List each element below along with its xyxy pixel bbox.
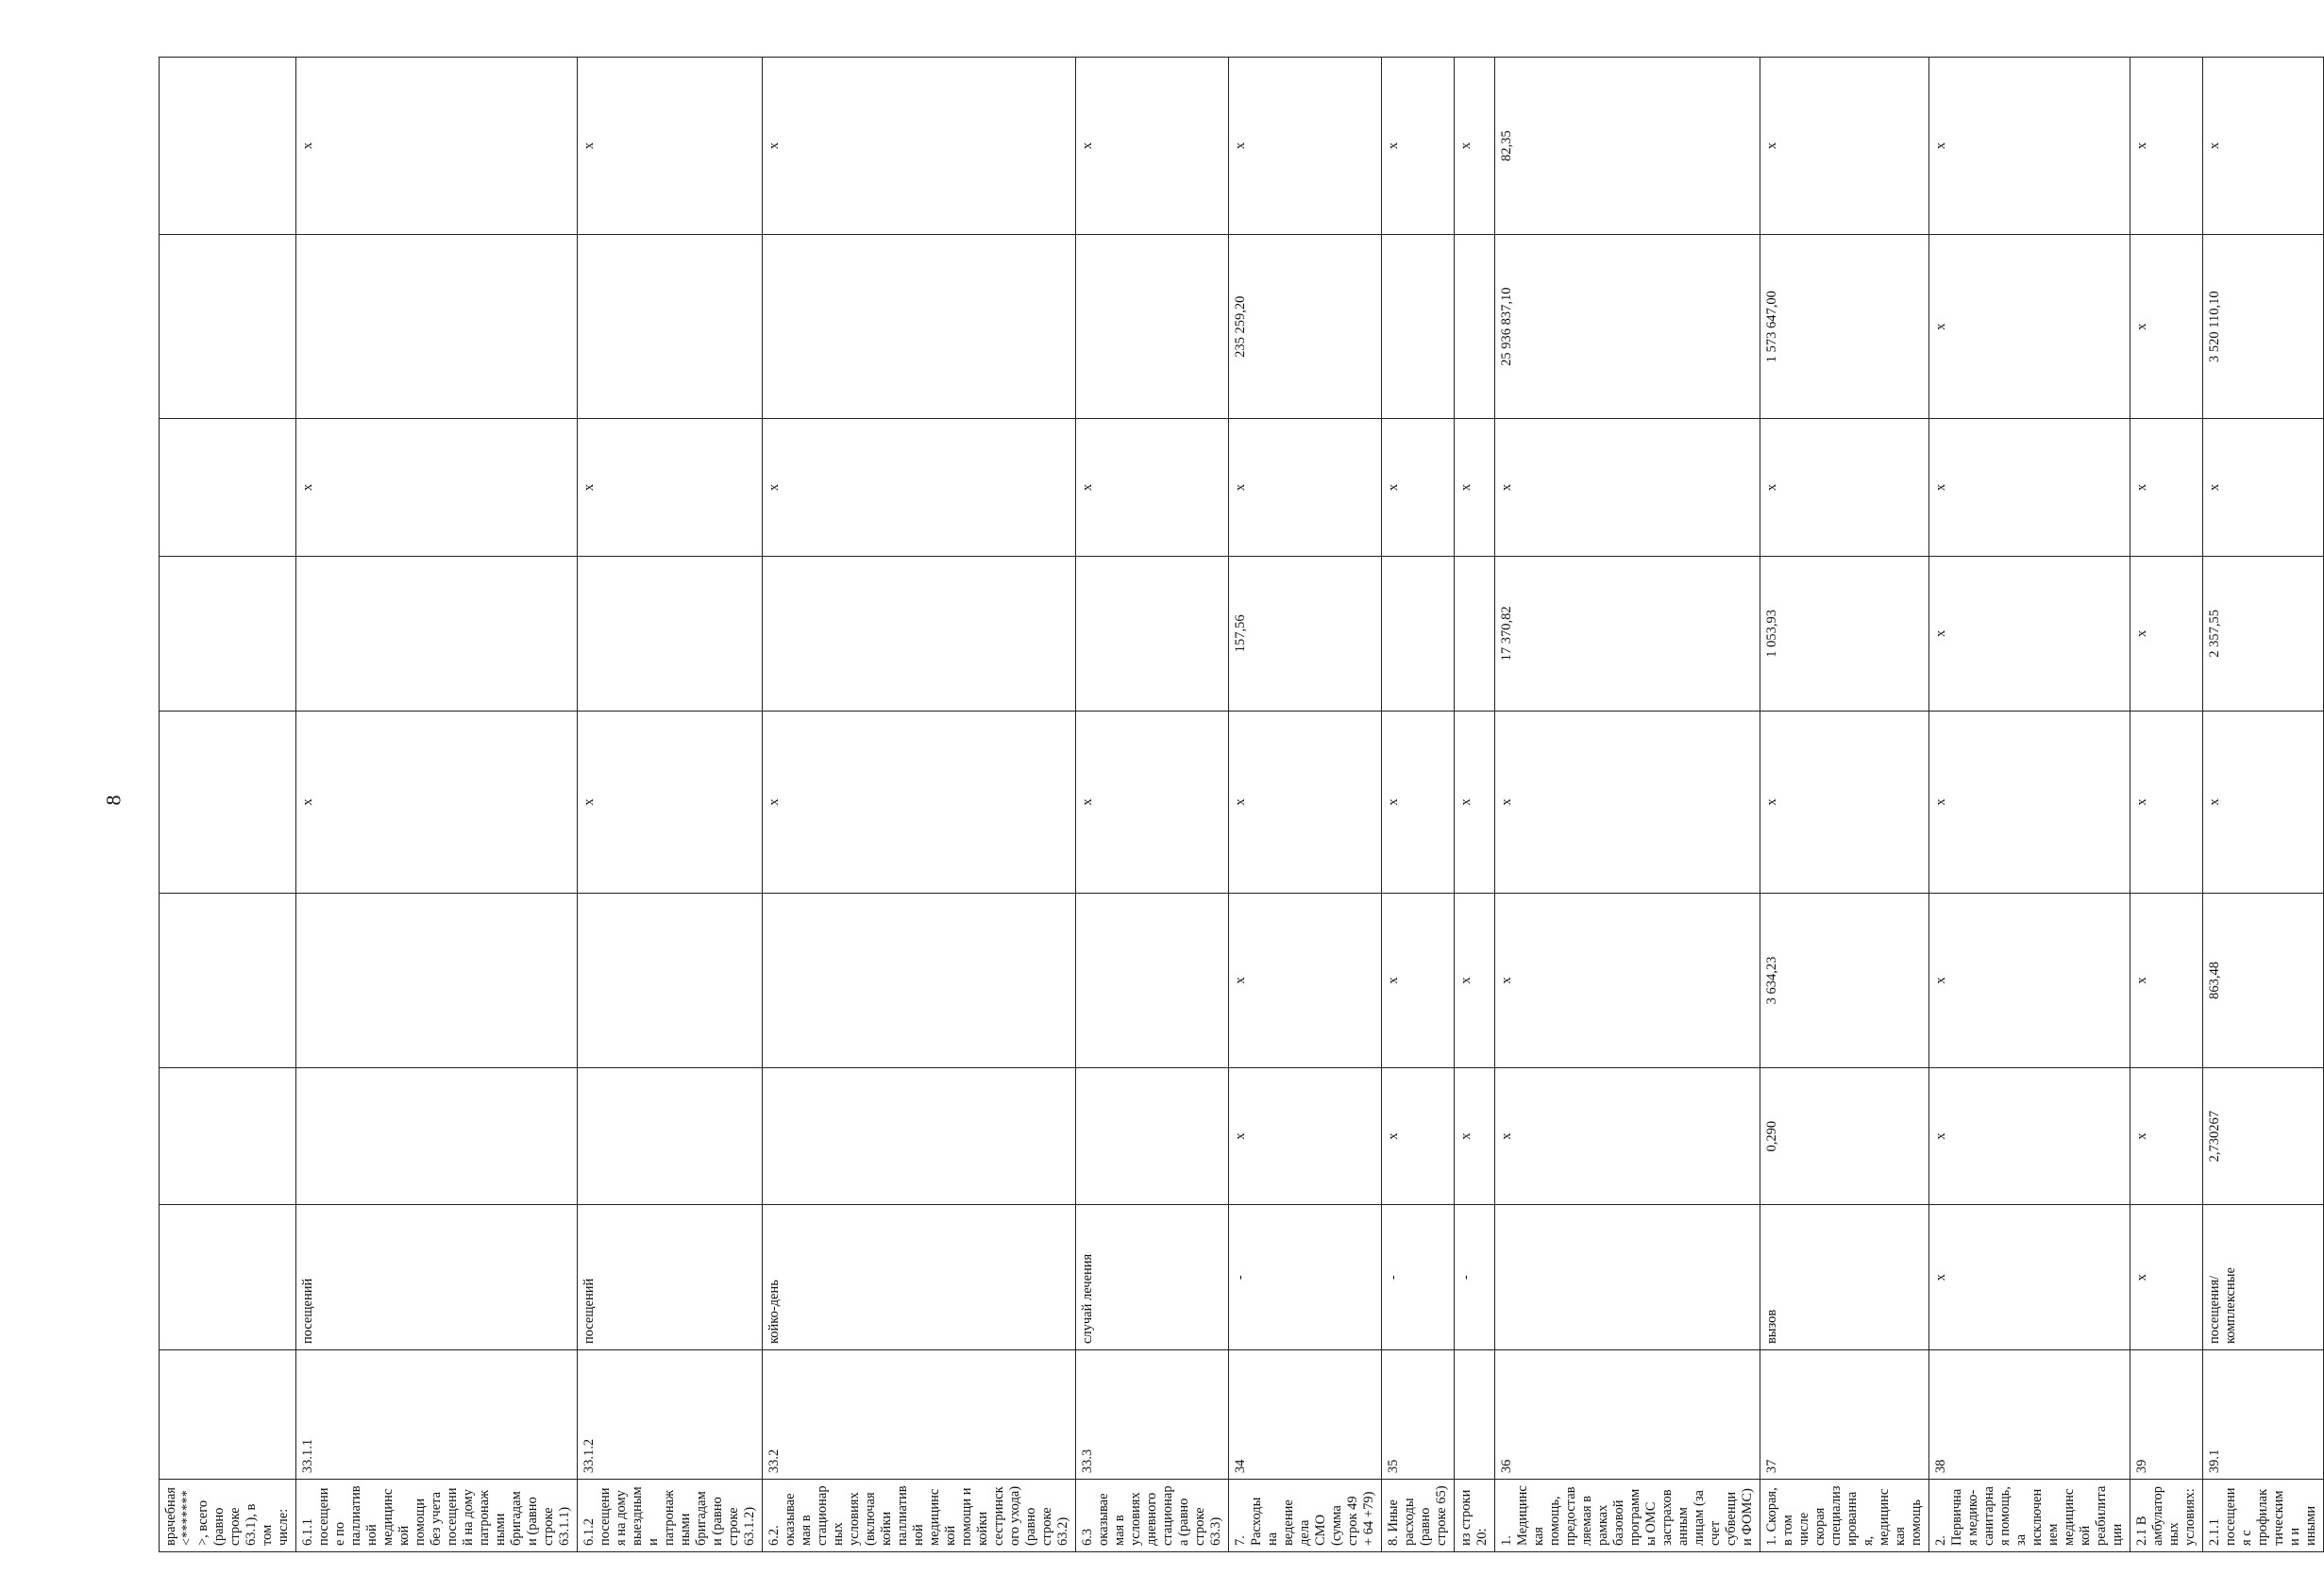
cell-c7: х [1760,58,1929,235]
cell-name: 2.1.1 посещения с профилактическими и иными [2203,1480,2324,1552]
cell-unit: случай лечения [1076,1205,1229,1350]
cell-c6 [763,235,1076,419]
cell-c4: 2 357,55 [2203,556,2324,711]
cell-c1 [578,1067,763,1204]
cell-c7 [160,58,296,235]
cell-c6: 3 520 110,10 [2203,235,2324,419]
cell-c4: 157,56 [1229,556,1382,711]
cell-c1: х [1455,1067,1495,1204]
cell-name: 6.3 оказываемая в условиях дневного стационара (равно строке 63.3) [1076,1480,1229,1552]
cell-c4 [1455,556,1495,711]
cell-unit: посещений [578,1205,763,1350]
cell-unit: х [1929,1205,2130,1350]
cell-c2: х [1495,894,1760,1068]
cell-c1 [1076,1067,1229,1204]
cell-unit [160,1205,296,1350]
cell-c4: х [1929,556,2130,711]
cell-c6: 25 936 837,10 [1495,235,1760,419]
cell-code: 39.1 [2203,1350,2324,1480]
cell-c3: х [1760,711,1929,893]
cell-name: 7. Расходы на ведение дела СМО (сумма строк 49 + 64 +79) [1229,1480,1382,1552]
cell-name: врачебная<*******>, всего (равно строке 63.1), в том числе: [160,1480,296,1552]
table-row [578,58,763,1552]
cell-c5: х [1760,419,1929,556]
cell-code [160,1350,296,1480]
cell-c4: 17 370,82 [1495,556,1760,711]
table-row [1382,58,1455,1552]
cell-c1: х [1229,1067,1382,1204]
cell-code: 38 [1929,1350,2130,1480]
table-row [160,58,296,1552]
cell-c4 [763,556,1076,711]
cell-code: 36 [1495,1350,1760,1480]
cell-c2 [763,894,1076,1068]
cell-c7: х [1382,58,1455,235]
cell-unit: вызов [1760,1205,1929,1350]
cell-c2: х [2130,894,2203,1068]
cell-name: 6.1.1 посещение по паллиативной медицинской помощи без учета посещений на дому патронажными бригадами (равно строке 63.1.1) [296,1480,578,1552]
cell-unit: - [1229,1205,1382,1350]
cell-c7: х [1455,58,1495,235]
cell-c3 [160,711,296,893]
cell-c2: 863,48 [2203,894,2324,1068]
cell-c5 [160,419,296,556]
cell-c6: х [1929,235,2130,419]
cell-c6: 1 573 647,00 [1760,235,1929,419]
rotated-table-container [159,57,2318,1552]
cell-c7: х [1929,58,2130,235]
cell-name: 2. Первичная медико-санитарная помощь, за исключением медицинской реабилитации [1929,1480,2130,1552]
cell-c7: х [578,58,763,235]
cell-c7: х [2203,58,2324,235]
table-row [1076,58,1229,1552]
cell-c5: х [578,419,763,556]
cell-code: 34 [1229,1350,1382,1480]
cell-c3: х [1455,711,1495,893]
cell-c2 [296,894,578,1068]
cell-c2: х [1929,894,2130,1068]
cell-c1: х [2130,1067,2203,1204]
cell-c2: х [1455,894,1495,1068]
cell-c3: х [2130,711,2203,893]
table-row [296,58,578,1552]
cell-c3: х [1076,711,1229,893]
financing-table [159,57,2324,1552]
cell-c4 [1382,556,1455,711]
cell-c5: х [296,419,578,556]
cell-unit: посещения/ комплексные [2203,1205,2324,1350]
cell-c6 [1076,235,1229,419]
cell-c3: х [2203,711,2324,893]
cell-c3: х [578,711,763,893]
table-row [763,58,1076,1552]
cell-code: 33.2 [763,1350,1076,1480]
cell-code: 35 [1382,1350,1455,1480]
cell-code: 33.1.1 [296,1350,578,1480]
cell-c1 [763,1067,1076,1204]
cell-code: 37 [1760,1350,1929,1480]
cell-c1 [160,1067,296,1204]
table-row [1229,58,1382,1552]
cell-code: 39 [2130,1350,2203,1480]
cell-c6 [296,235,578,419]
cell-c4 [160,556,296,711]
cell-c4 [1076,556,1229,711]
cell-c6: 235 259,20 [1229,235,1382,419]
cell-c2 [160,894,296,1068]
cell-name: 1. Скорая, в том числе скорая специализированная, медицинская помощь [1760,1480,1929,1552]
cell-name: 1. Медицинская помощь, предоставляемая в рамках базовой программы ОМС застрахованным лицам (за счет субвенции ФОМС) [1495,1480,1760,1552]
cell-c4: х [2130,556,2203,711]
table-row [2130,58,2203,1552]
cell-unit [1495,1205,1760,1350]
cell-c2: х [1382,894,1455,1068]
cell-c2 [578,894,763,1068]
cell-c7: х [1076,58,1229,235]
cell-c1: х [1382,1067,1455,1204]
cell-c2: 3 634,23 [1760,894,1929,1068]
cell-name: 8. Иные расходы (равно строке 65) [1382,1480,1455,1552]
cell-name: 6.2. оказываемая в стационарных условиях (включая койки паллиативной медицинской помощи и койки сестринского ухода) (равно строке 63.2) [763,1480,1076,1552]
table-row [1455,58,1495,1552]
cell-c3: х [1495,711,1760,893]
cell-c6 [160,235,296,419]
table-row [1760,58,1929,1552]
cell-c5: х [2130,419,2203,556]
cell-c6 [1455,235,1495,419]
cell-name: 6.1.2 посещения на дому выездными патронажными бригадами (равно строке 63.1.2) [578,1480,763,1552]
cell-c5: х [1076,419,1229,556]
cell-code [1455,1350,1495,1480]
cell-c7: х [1229,58,1382,235]
cell-code: 33.1.2 [578,1350,763,1480]
cell-c5: х [1382,419,1455,556]
cell-c7: х [763,58,1076,235]
cell-c1: х [1495,1067,1760,1204]
cell-c2 [1076,894,1229,1068]
cell-c7: х [296,58,578,235]
cell-c3: х [296,711,578,893]
cell-c4: 1 053,93 [1760,556,1929,711]
cell-name: из строки 20: [1455,1480,1495,1552]
cell-c1: 2,730267 [2203,1067,2324,1204]
cell-c5: х [1495,419,1760,556]
cell-c1: х [1929,1067,2130,1204]
cell-c5: х [1929,419,2130,556]
page-number: 8 [101,795,126,806]
cell-unit: х [2130,1205,2203,1350]
cell-c1: 0,290 [1760,1067,1929,1204]
cell-c5: х [1229,419,1382,556]
cell-c4 [578,556,763,711]
cell-unit: - [1455,1205,1495,1350]
table-row [1929,58,2130,1552]
cell-c3: х [1929,711,2130,893]
cell-code: 33.3 [1076,1350,1229,1480]
cell-c3: х [1382,711,1455,893]
cell-name: 2.1 В амбулаторных условиях: [2130,1480,2203,1552]
cell-c5: х [1455,419,1495,556]
table-row [1495,58,1760,1552]
cell-c6 [578,235,763,419]
cell-c7: 82,35 [1495,58,1760,235]
cell-unit: койко-день [763,1205,1076,1350]
cell-c5: х [2203,419,2324,556]
cell-c6 [1382,235,1455,419]
table-row [2203,58,2324,1552]
cell-unit: - [1382,1205,1455,1350]
cell-c6: х [2130,235,2203,419]
cell-c3: х [1229,711,1382,893]
cell-c5: х [763,419,1076,556]
cell-unit: посещений [296,1205,578,1350]
cell-c3: х [763,711,1076,893]
cell-c7: х [2130,58,2203,235]
table-viewport [159,57,2318,1552]
cell-c2: х [1229,894,1382,1068]
cell-c4 [296,556,578,711]
cell-c1 [296,1067,578,1204]
